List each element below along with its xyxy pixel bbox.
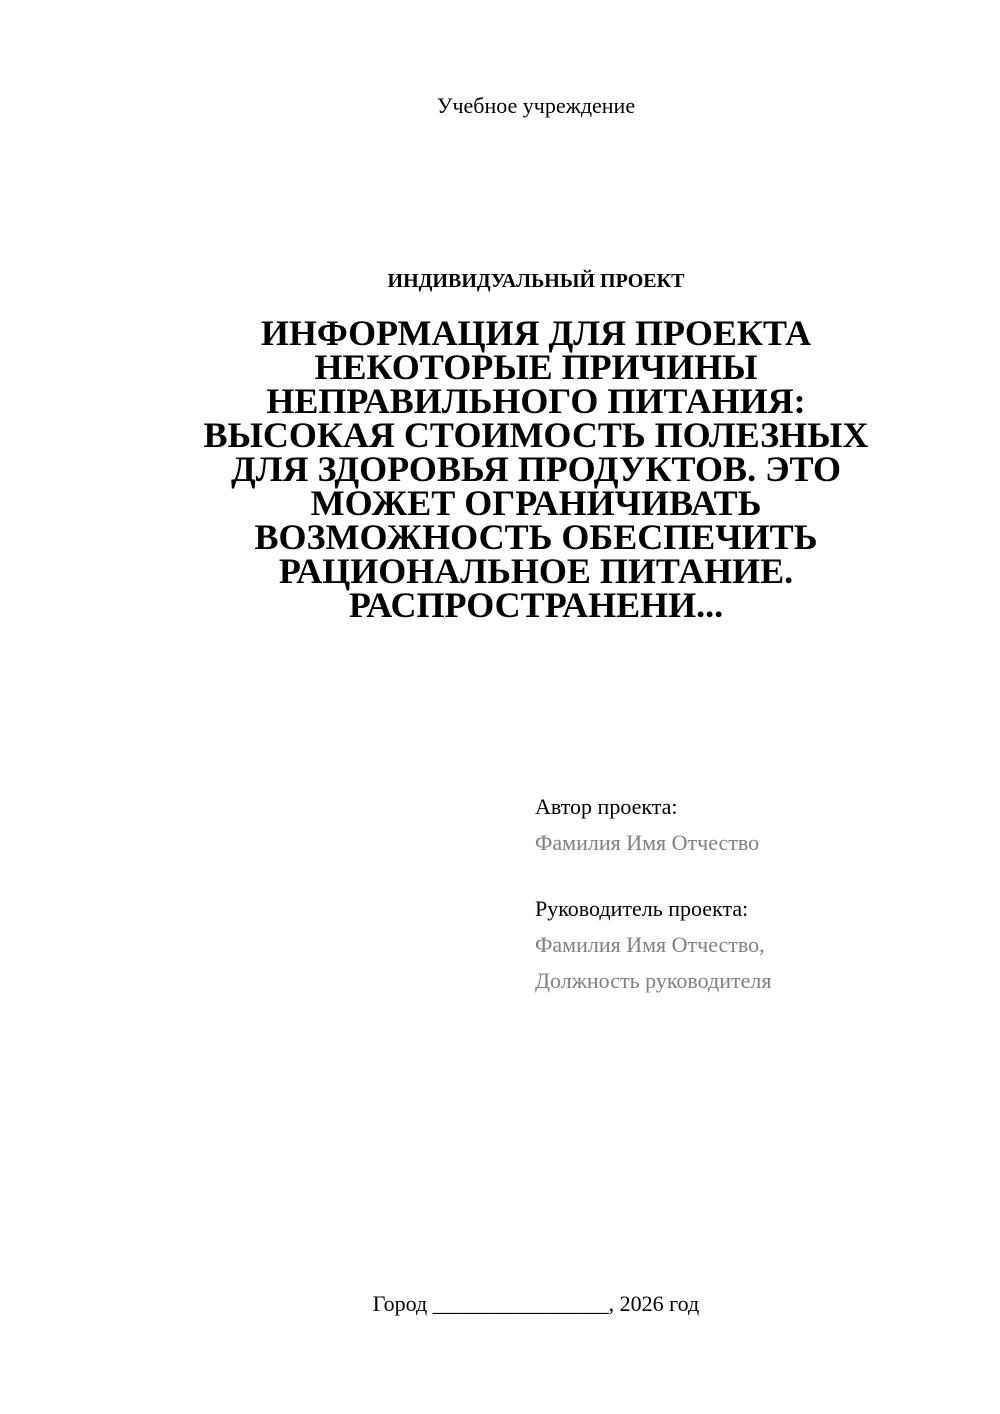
- author-label: Автор проекта:: [535, 794, 678, 819]
- title-line: НЕПРАВИЛЬНОГО ПИТАНИЯ:: [266, 381, 806, 421]
- title-line: РАСПРОСТРАНЕНИ...: [348, 585, 724, 625]
- title-line: МОЖЕТ ОГРАНИЧИВАТЬ: [310, 483, 762, 523]
- title-line: РАЦИОНАЛЬНОЕ ПИТАНИЕ.: [278, 551, 794, 591]
- supervisor-name-placeholder: Фамилия Имя Отчество,: [535, 932, 765, 957]
- title-line: НЕКОТОРЫЕ ПРИЧИНЫ: [314, 347, 758, 387]
- title-line: ВОЗМОЖНОСТЬ ОБЕСПЕЧИТЬ: [254, 517, 818, 557]
- title-line: ДЛЯ ЗДОРОВЬЯ ПРОДУКТОВ. ЭТО: [230, 449, 842, 489]
- project-type-heading: ИНДИВИДУАЛЬНЫЙ ПРОЕКТ: [387, 270, 685, 292]
- author-name-placeholder: Фамилия Имя Отчество: [535, 830, 760, 855]
- city-year-footer: Город ________________, 2026 год: [372, 1291, 700, 1316]
- spacer: [535, 861, 975, 891]
- title-line: ИНФОРМАЦИЯ ДЛЯ ПРОЕКТА: [260, 313, 812, 353]
- supervisor-position-placeholder: Должность руководителя: [535, 968, 772, 993]
- title-line: ВЫСОКАЯ СТОИМОСТЬ ПОЛЕЗНЫХ: [203, 415, 869, 455]
- credits-block: [535, 789, 975, 999]
- institution-name: Учебное учреждение: [436, 93, 636, 118]
- supervisor-label: Руководитель проекта:: [535, 896, 749, 921]
- project-title: [170, 313, 902, 625]
